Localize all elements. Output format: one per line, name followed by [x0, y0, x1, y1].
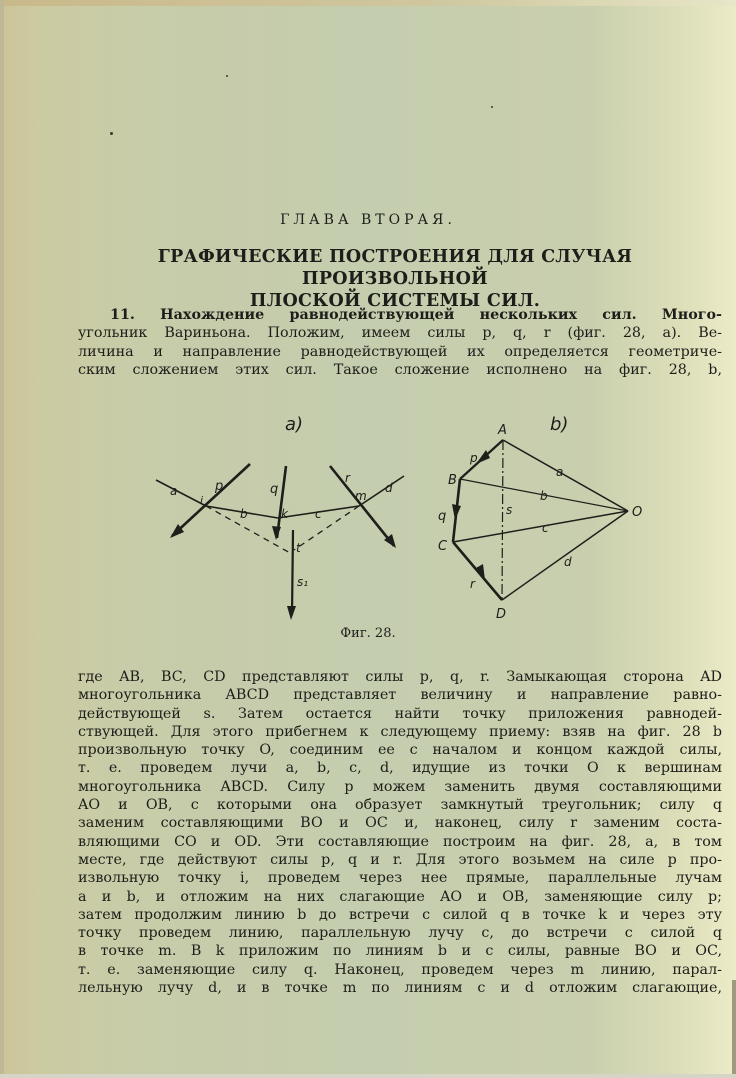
svg-text:q: q — [270, 482, 279, 497]
svg-text:r: r — [345, 471, 350, 485]
svg-text:b: b — [240, 507, 248, 521]
paper-speck — [491, 106, 493, 108]
body-line: т. е. проведем лучи a, b, c, d, идущие из точки O к вершинам — [78, 760, 722, 777]
figure-caption: Фиг. 28. — [340, 626, 396, 641]
body-line: произвольную точку O, соединим ее с началом и концом каждой силы, — [78, 742, 722, 759]
body-line: вляющими CO и OD. Эти составляющие построим на фиг. 28, a, в том — [78, 833, 722, 850]
svg-text:t: t — [296, 541, 301, 555]
page-left-edge — [0, 0, 4, 1078]
figure-a-label: a) — [285, 414, 304, 435]
svg-text:c: c — [315, 507, 322, 521]
page-right-shadow — [732, 980, 736, 1078]
body-line: лельную лучу d, и в точке m по линиям c и d отложим слагающие, — [78, 980, 722, 997]
body-line: извольную точку i, проведем через нее прямые, параллельные лучам — [78, 870, 722, 887]
chapter-title-line-2: ПЛОСКОЙ СИСТЕМЫ СИЛ. — [249, 291, 541, 311]
svg-text:D: D — [496, 607, 507, 622]
body-paragraph — [78, 668, 722, 997]
chapter-title-line-1: ГРАФИЧЕСКИЕ ПОСТРОЕНИЯ ДЛЯ СЛУЧАЯ ПРОИЗВОЛЬНОЙ — [157, 247, 633, 289]
body-line: многоугольника ABCD представляет величину и направление равно- — [78, 687, 722, 704]
intro-paragraph — [78, 306, 722, 379]
svg-text:s: s — [506, 503, 513, 517]
figure-28a-funicular-polygon — [140, 400, 440, 630]
body-line: в точке m. В k приложим по линиям b и c силы, равные BO и OC, — [78, 943, 722, 960]
intro-line-1: 11. Нахождение равнодействующей нескольких сил. Много- — [110, 307, 722, 323]
svg-text:k: k — [281, 507, 288, 521]
chapter-heading: ГЛАВА ВТОРАЯ. — [280, 212, 456, 228]
body-line: действующей s. Затем остается найти точку приложения равнодей- — [78, 705, 722, 722]
paper-speck — [110, 132, 113, 135]
body-line: a и b, и отложим на них слагающие AO и OB, заменяющие силу p; — [78, 888, 722, 905]
body-line: ствующей. Для этого прибегнем к следующему приему: взяв на фиг. 28 b — [78, 723, 722, 740]
svg-text:A: A — [498, 423, 507, 438]
svg-text:p: p — [215, 479, 224, 494]
svg-text:m: m — [355, 489, 367, 503]
body-line: т. е. заменяющие силу q. Наконец, проведем через m линию, парал- — [78, 961, 722, 978]
svg-text:C: C — [438, 539, 448, 554]
body-line: месте, где действуют силы p, q и r. Для этого возьмем на силе p про- — [78, 851, 722, 868]
chapter-title — [70, 246, 720, 312]
svg-text:q: q — [438, 509, 447, 524]
body-line: где AB, BC, CD представляют силы p, q, r. Замыкающая сторона AD — [78, 669, 722, 685]
intro-line-3: личина и направление равнодействующей их определяется геометриче- — [78, 343, 722, 360]
svg-text:p: p — [470, 451, 478, 465]
body-line: точку проведем линию, параллельную лучу c, до встречи с силой q — [78, 925, 722, 942]
paper-speck — [226, 75, 228, 77]
body-line: заменим составляющими BO и OC и, наконец, силу r заменим соста- — [78, 815, 722, 832]
page-top-edge — [0, 0, 736, 6]
svg-text:d: d — [385, 481, 393, 495]
intro-line-4: ским сложением этих сил. Такое сложение исполнено на фиг. 28, b, — [78, 361, 722, 378]
figure-b-label: b) — [550, 414, 569, 435]
body-line: AO и OB, с которыми она образует замкнутый треугольник; силу q — [78, 797, 722, 814]
svg-text:B: B — [448, 473, 457, 488]
svg-text:b: b — [540, 489, 548, 503]
svg-text:a: a — [556, 465, 564, 479]
svg-text:r: r — [470, 577, 475, 591]
page-bottom-edge — [0, 1074, 736, 1078]
intro-line-2: угольник Вариньона. Положим, имеем силы p, q, r (фиг. 28, a). Ве- — [78, 325, 722, 342]
svg-text:a: a — [170, 484, 178, 498]
svg-text:s₁: s₁ — [297, 575, 309, 589]
svg-text:O: O — [632, 505, 643, 520]
svg-text:d: d — [564, 555, 572, 569]
svg-text:c: c — [542, 521, 549, 535]
body-line: многоугольника ABCD. Силу p можем заменить двумя составляющими — [78, 778, 722, 795]
svg-text:i: i — [200, 494, 204, 507]
figure-28b-force-polygon — [430, 400, 670, 630]
body-line: затем продолжим линию b до встречи с силой q в точке k и через эту — [78, 906, 722, 923]
